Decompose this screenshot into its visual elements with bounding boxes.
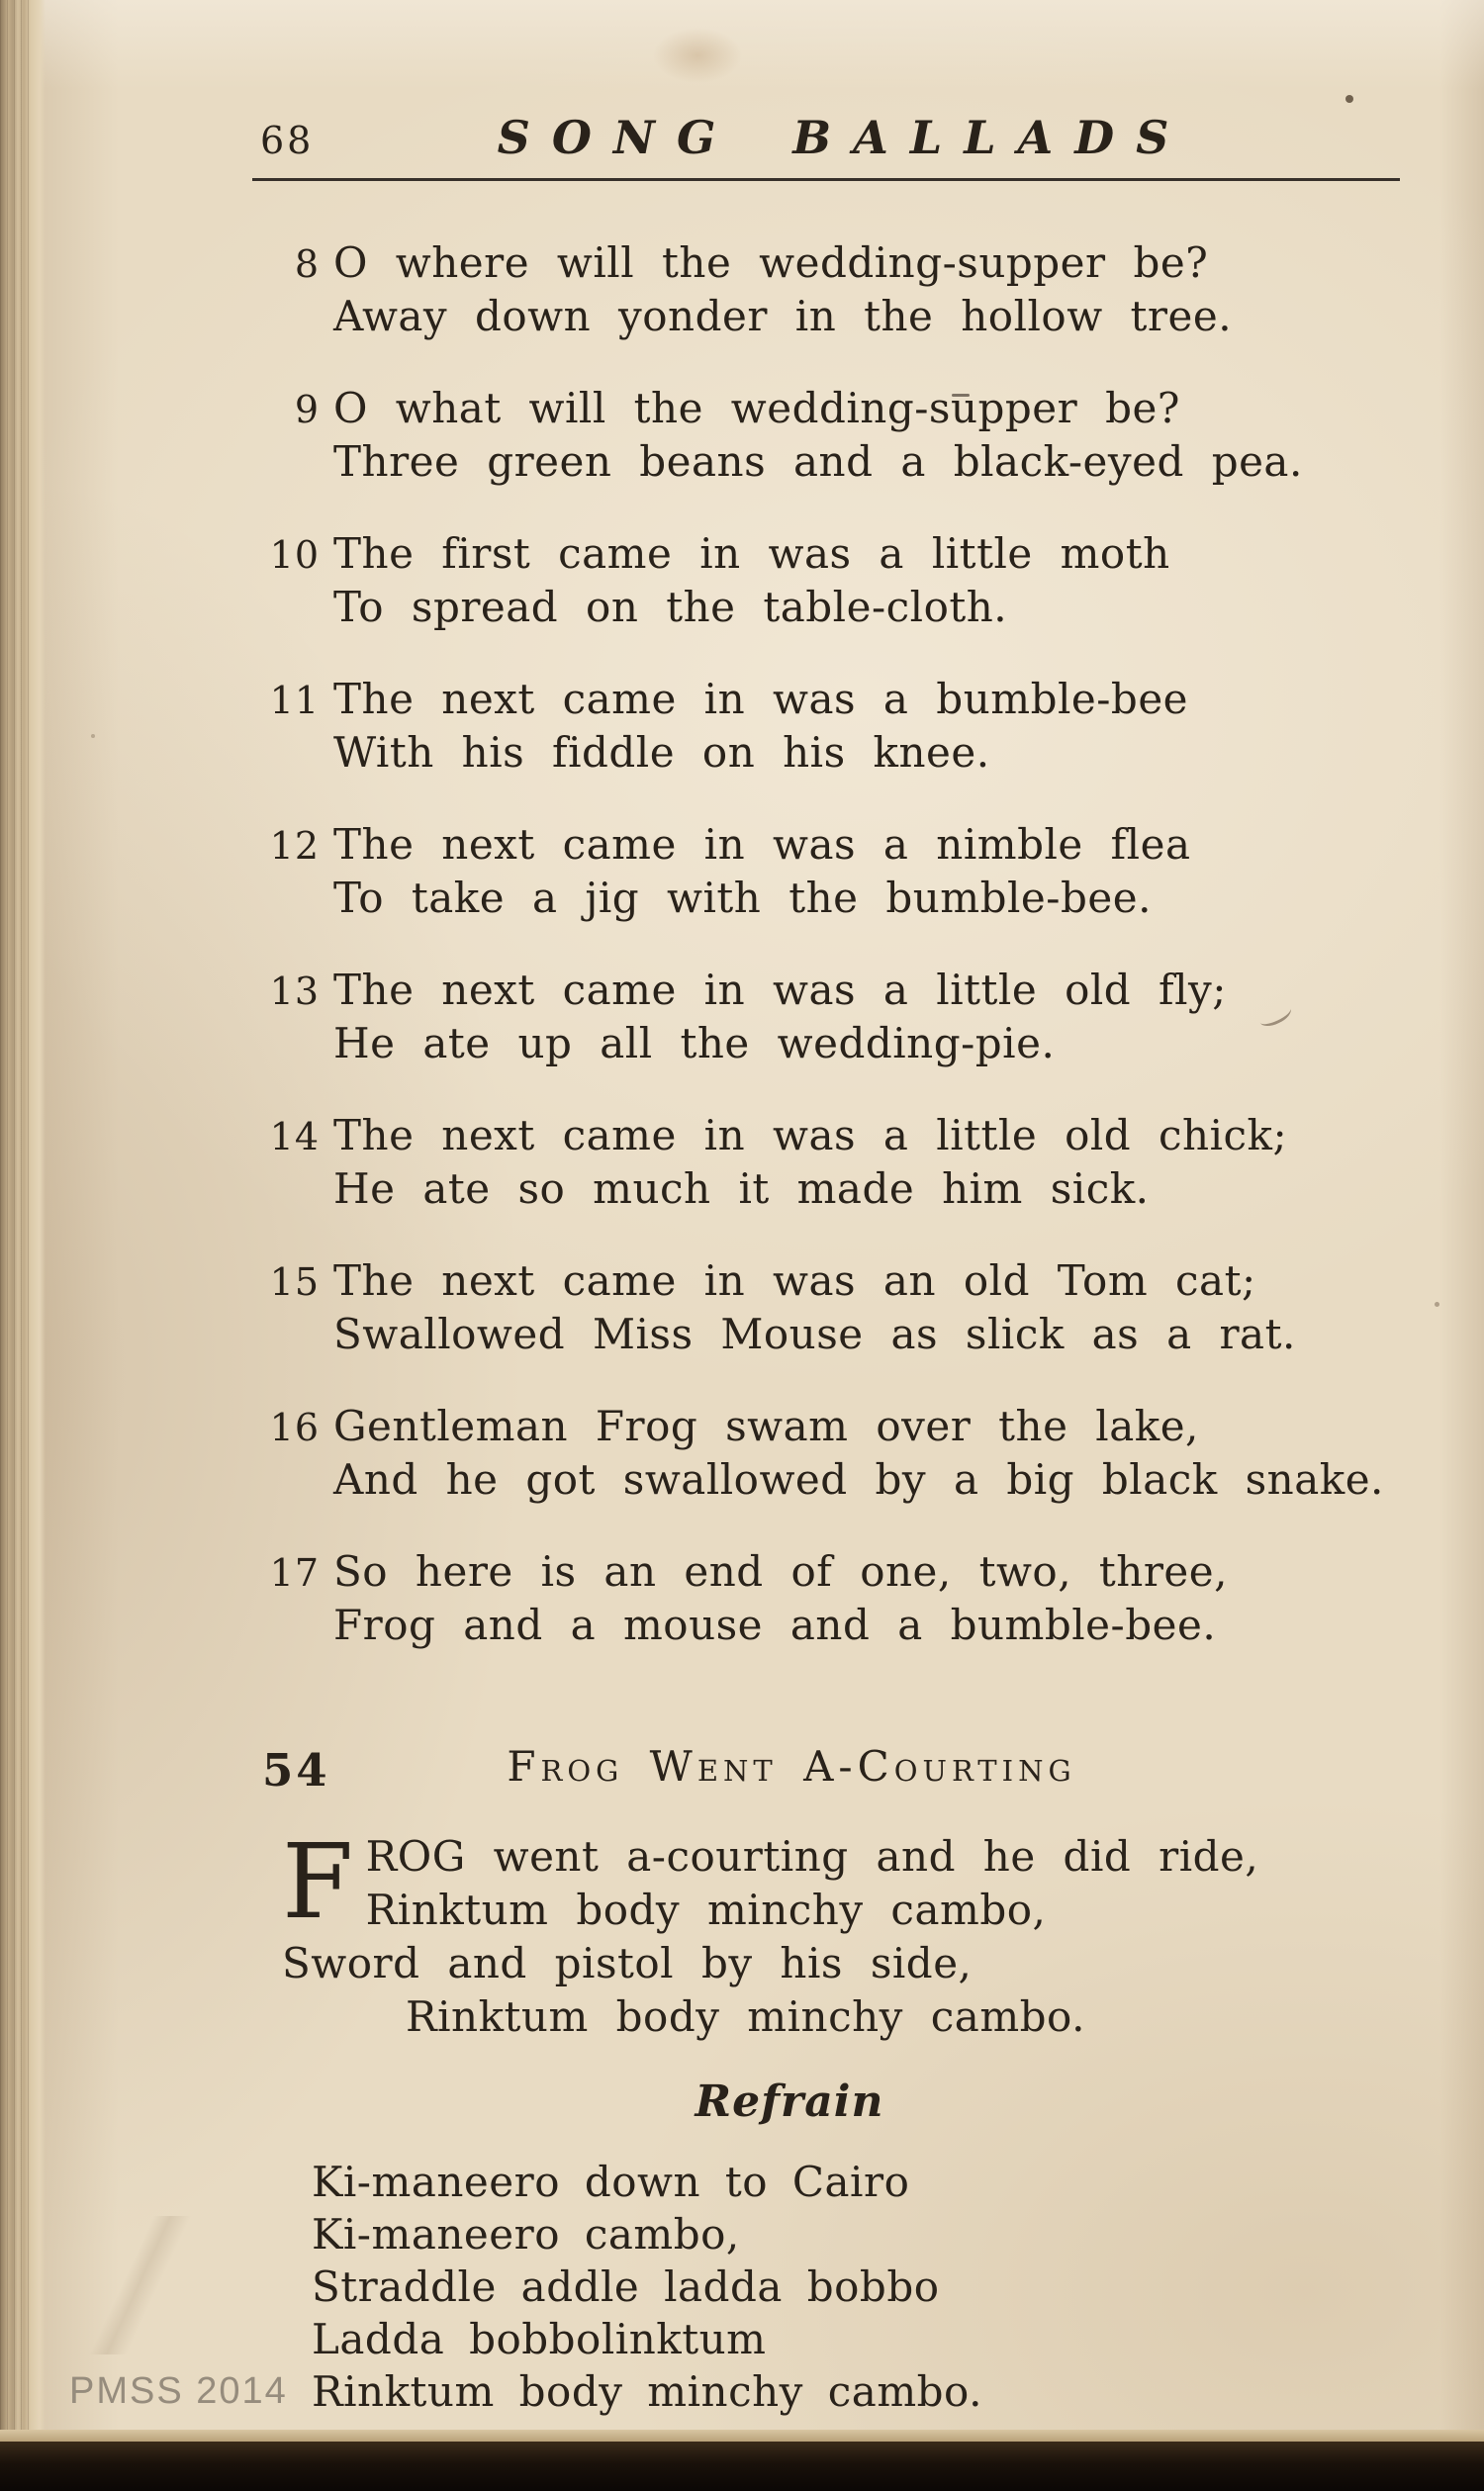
verse-number: 9 <box>294 388 320 431</box>
page-bottom-edge <box>0 2430 1484 2442</box>
song-number: 54 <box>262 1744 330 1797</box>
paper-crease <box>0 2216 277 2354</box>
verse <box>252 527 1400 634</box>
paper-speck <box>1435 1302 1439 1307</box>
verse-number: 11 <box>269 679 320 722</box>
verse-line: The next came in was a little old fly; <box>333 966 1227 1014</box>
song-verse-line: Rinktum body minchy cambo. <box>406 1992 1085 2041</box>
paper-speck <box>91 734 95 738</box>
paper-stain <box>653 28 742 83</box>
book-bottom-cover <box>0 2442 1484 2491</box>
header-rule <box>252 178 1400 181</box>
verse <box>252 1254 1400 1361</box>
verse-line: Swallowed Miss Mouse as slick as a rat. <box>333 1310 1296 1358</box>
song-heading <box>252 1742 1400 1798</box>
refrain-line: Ladda bobbolinktum <box>312 2315 767 2363</box>
running-title: SONG BALLADS <box>497 111 1191 164</box>
verse <box>252 1109 1400 1216</box>
verse-line: Away down yonder in the hollow tree. <box>333 292 1233 340</box>
verse <box>252 1545 1400 1652</box>
verse-number: 13 <box>269 969 320 1013</box>
verse-line: Gentleman Frog swam over the lake, <box>333 1402 1199 1450</box>
verse <box>252 818 1400 925</box>
verse-line: Frog and a mouse and a bumble-bee. <box>333 1601 1217 1649</box>
verse-line: And he got swallowed by a big black snake. <box>333 1455 1384 1504</box>
verse-line: To spread on the table-cloth. <box>333 583 1008 631</box>
verse-list <box>252 236 1400 1691</box>
verse-line: He ate up all the wedding-pie. <box>333 1019 1056 1067</box>
paper-speck <box>1345 95 1353 103</box>
verse-number: 12 <box>269 824 320 868</box>
verse <box>252 673 1400 780</box>
refrain-label: Refrain <box>695 2076 884 2127</box>
refrain-lines <box>252 2156 1400 2418</box>
verse-line: O where will the wedding-supper be? <box>333 238 1209 287</box>
verse-line: So here is an end of one, two, three, <box>333 1547 1228 1596</box>
verse-line: The next came in was a bumble-bee <box>333 675 1189 723</box>
verse-line: Three green beans and a black-eyed pea. <box>333 437 1303 486</box>
verse-number: 16 <box>269 1406 320 1449</box>
verse-line: O what will the wedding-supper be? <box>333 384 1180 432</box>
song-verse-line: Rinktum body minchy cambo, <box>365 1886 1047 1934</box>
book-binding-edge <box>0 0 46 2491</box>
verse-number: 14 <box>269 1115 320 1158</box>
verse <box>252 964 1400 1070</box>
verse <box>252 1400 1400 1507</box>
page-number: 68 <box>260 119 315 162</box>
verse-line: The next came in was a nimble flea <box>333 820 1191 869</box>
page-header <box>252 111 1400 168</box>
verse-line: With his fiddle on his knee. <box>333 728 990 777</box>
verse-number: 17 <box>269 1551 320 1595</box>
verse-number: 10 <box>269 533 320 577</box>
song-title: Frog Went A-Courting <box>507 1742 1076 1791</box>
refrain-line: Rinktum body minchy cambo. <box>312 2367 982 2416</box>
verse-line: To take a jig with the bumble-bee. <box>333 874 1152 922</box>
song-first-verse <box>252 1821 1400 2044</box>
pmss-watermark: PMSS 2014 <box>69 2370 288 2412</box>
song-verse-line: ROG went a-courting and he did ride, <box>365 1832 1259 1881</box>
drop-cap: F <box>282 1821 354 1942</box>
verse <box>252 382 1400 489</box>
refrain-line: Straddle addle ladda bobbo <box>312 2262 940 2311</box>
verse-number: 8 <box>294 242 320 286</box>
verse-number: 15 <box>269 1260 320 1304</box>
song-verse-line: Sword and pistol by his side, <box>282 1939 973 1987</box>
verse-line: The next came in was an old Tom cat; <box>333 1256 1256 1305</box>
verse-line: The first came in was a little moth <box>333 529 1170 578</box>
refrain-line: Ki-maneero cambo, <box>312 2210 740 2259</box>
verse-line: The next came in was a little old chick; <box>333 1111 1288 1159</box>
verse-line: He ate so much it made him sick. <box>333 1164 1150 1213</box>
page-text-block <box>252 111 1400 2418</box>
verse <box>252 236 1400 343</box>
refrain-line: Ki-maneero down to Cairo <box>312 2158 910 2206</box>
